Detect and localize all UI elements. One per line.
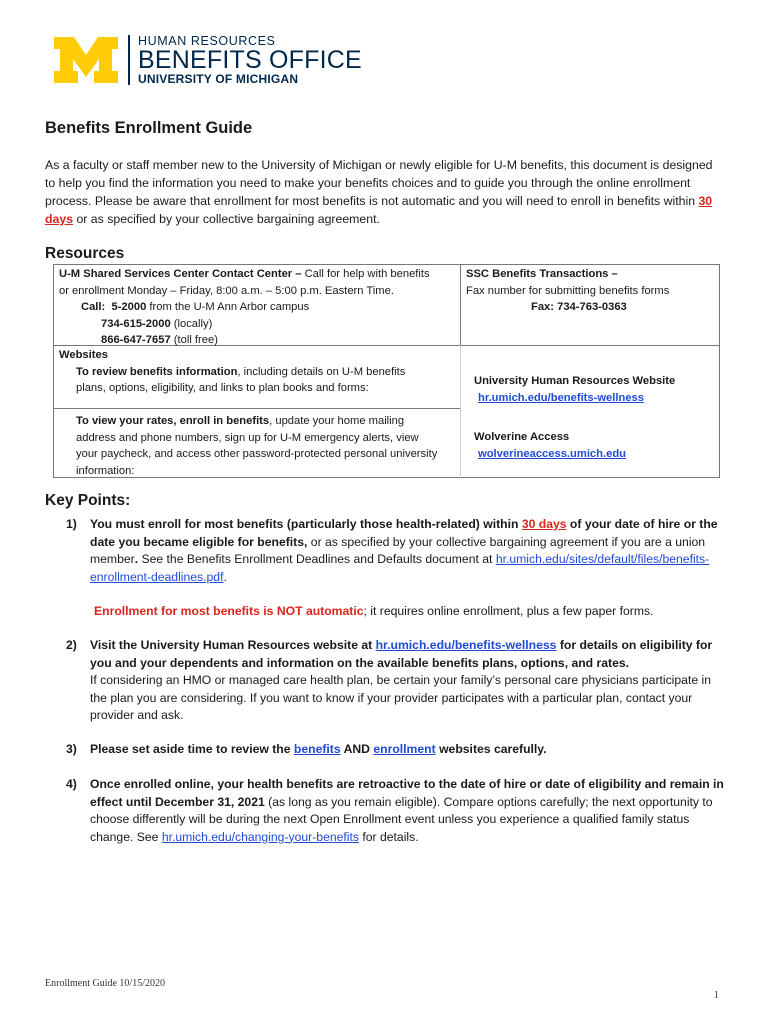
kp4-text-2: for details. (358, 829, 419, 844)
kp1-text: or as specified by your collective bargaining agreement if you are a union member (90, 534, 706, 566)
table-divider (54, 408, 460, 409)
intro-text-2: or as specified by your collective bargaining agreement. (73, 212, 380, 226)
kp3-bold-text: Please set aside time to review the (90, 742, 294, 756)
ssc-desc: Fax number for submitting benefits forms (466, 284, 670, 297)
logo-line-benefits-office: BENEFITS OFFICE (138, 45, 362, 74)
phone-tollfree: 866-647-7657 (101, 334, 171, 346)
rates-title: To view your rates, enroll in benefits (76, 415, 270, 427)
kp1-bold-text: You must enroll for most benefits (particularly those health-related) within (90, 517, 522, 531)
websites-label: Websites (59, 349, 108, 361)
contact-center-text: Call for help with benefits (301, 268, 430, 280)
kp1-bold-text-2: of your date of hire or the date you became eligible for benefits, (90, 517, 718, 549)
kp1-deadline-highlight: 30 days (521, 517, 567, 531)
hr-website-link[interactable]: hr.umich.edu/benefits-wellness (478, 391, 644, 404)
document-title: Benefits Enrollment Guide (45, 119, 253, 137)
not-automatic-warning: Enrollment for most benefits is NOT automatic (94, 604, 364, 618)
key-point-number: 3) (66, 742, 77, 756)
kp4-bold-text: Once enrolled online, your health benefits are retroactive to the date of hire or date of eligibility and remain in effect until December 31, 2021 (90, 777, 724, 809)
ssc-fax: Fax: 734-763-0363 (531, 301, 627, 313)
footer-revision-date: Enrollment Guide 10/15/2020 (45, 978, 165, 989)
enrollment-link[interactable]: enrollment (373, 742, 436, 756)
kp4-text: (as long as you remain eligible). Compare options carefully; the next opportunity to choose differently will be during the next Open Enrollment event unless you experience a qualified family status change. See (90, 794, 713, 844)
kp2-bold-text-2: for details on eligibility for you and your dependents and information on the available benefits plans, options, and rates. (90, 638, 713, 670)
rates-text-3: your paycheck, and access other password-protected personal university (76, 448, 438, 460)
key-point-number: 1) (66, 517, 77, 531)
contact-center-cell (59, 266, 459, 349)
key-point-number: 2) (66, 638, 77, 652)
table-divider (460, 265, 461, 345)
resources-heading: Resources (45, 245, 125, 262)
review-text-2: plans, options, eligibility, and links to plan books and forms: (76, 382, 369, 394)
key-point-3 (66, 741, 728, 759)
phone-campus: 5-2000 (111, 301, 147, 313)
kp3-bold-and: AND (340, 742, 374, 756)
phone-tollfree-desc: (toll free) (170, 334, 218, 346)
kp3-bold-text-2: websites carefully. (435, 742, 547, 756)
kp2-text: If considering an HMO or managed care health plan, be certain your family’s personal care physicians participate in the plan you are considering. If you want to know if your provider participates with a particular plan, contact your provider and ask. (90, 673, 711, 722)
block-m-logo-icon (52, 35, 120, 85)
resources-table (53, 264, 720, 478)
kp1-period: . (134, 552, 139, 566)
key-point-1 (66, 516, 728, 621)
hr-benefits-office-logo (52, 34, 362, 86)
changing-benefits-link[interactable]: hr.umich.edu/changing-your-benefits (161, 829, 359, 844)
hr-website-cell (474, 373, 714, 406)
page-number: 1 (714, 990, 719, 1001)
kp1-text-2: See the Benefits Enrollment Deadlines and Defaults document at (138, 552, 496, 566)
intro-paragraph (45, 156, 725, 228)
kp1-text-3: . (223, 569, 227, 584)
table-divider (460, 345, 461, 478)
rates-enroll-cell (59, 413, 459, 479)
review-text-1: , including details on U-M benefits (237, 365, 406, 378)
phone-local-desc: (locally) (170, 317, 213, 330)
hr-website-name: University Human Resources Website (474, 375, 676, 387)
logo-line-human-resources: HUMAN RESOURCES (138, 33, 276, 48)
contact-center-hours: or enrollment Monday – Friday, 8:00 a.m. – 5:00 p.m. Eastern Time. (59, 284, 394, 297)
call-label: Call: (81, 301, 106, 313)
review-title: To review benefits information (76, 365, 238, 378)
phone-local: 734-615-2000 (101, 317, 171, 330)
ssc-transactions-cell (466, 266, 716, 316)
logo-wordmark (138, 35, 362, 86)
key-point-number: 4) (66, 777, 77, 791)
kp1-warning-text: ; it requires online enrollment, plus a few paper forms. (363, 604, 654, 618)
rates-text-1: , update your home mailing (269, 415, 405, 427)
contact-center-title: U-M Shared Services Center Contact Center – (59, 268, 302, 280)
key-points-heading: Key Points: (45, 492, 131, 509)
key-point-2 (66, 637, 728, 725)
rates-text-2: address and phone numbers, sign up for U-M emergency alerts, view (76, 431, 419, 444)
kp2-bold-text: Visit the University Human Resources website at (90, 638, 376, 652)
wolverine-access-link[interactable]: wolverineaccess.umich.edu (478, 447, 626, 460)
review-benefits-cell (59, 347, 459, 397)
ssc-title: SSC Benefits Transactions – (466, 268, 618, 280)
intro-deadline-highlight: 30 days (45, 194, 713, 226)
wolverine-access-name: Wolverine Access (474, 431, 570, 443)
rates-text-4: information: (76, 464, 135, 477)
benefits-wellness-link[interactable]: hr.umich.edu/benefits-wellness (375, 638, 557, 652)
deadlines-document-link[interactable]: hr.umich.edu/sites/default/files/benefits-enrollment-deadlines.pdf (90, 552, 710, 584)
benefits-link[interactable]: benefits (293, 742, 341, 756)
wolverine-access-cell (474, 429, 714, 462)
key-point-4 (66, 776, 728, 846)
logo-divider (128, 35, 130, 85)
logo-line-university: UNIVERSITY OF MICHIGAN (138, 71, 299, 86)
phone-campus-desc: from the U-M Ann Arbor campus (146, 301, 310, 313)
intro-text-1: As a faculty or staff member new to the University of Michigan or newly eligible for U-M benefits, this document is designed to help you find the information you need to make your benefits choices and to guide you through the online enrollment process. Please be aware that enrollment for most benefits is not automatic and you will need to enroll in benefits within (45, 158, 713, 208)
